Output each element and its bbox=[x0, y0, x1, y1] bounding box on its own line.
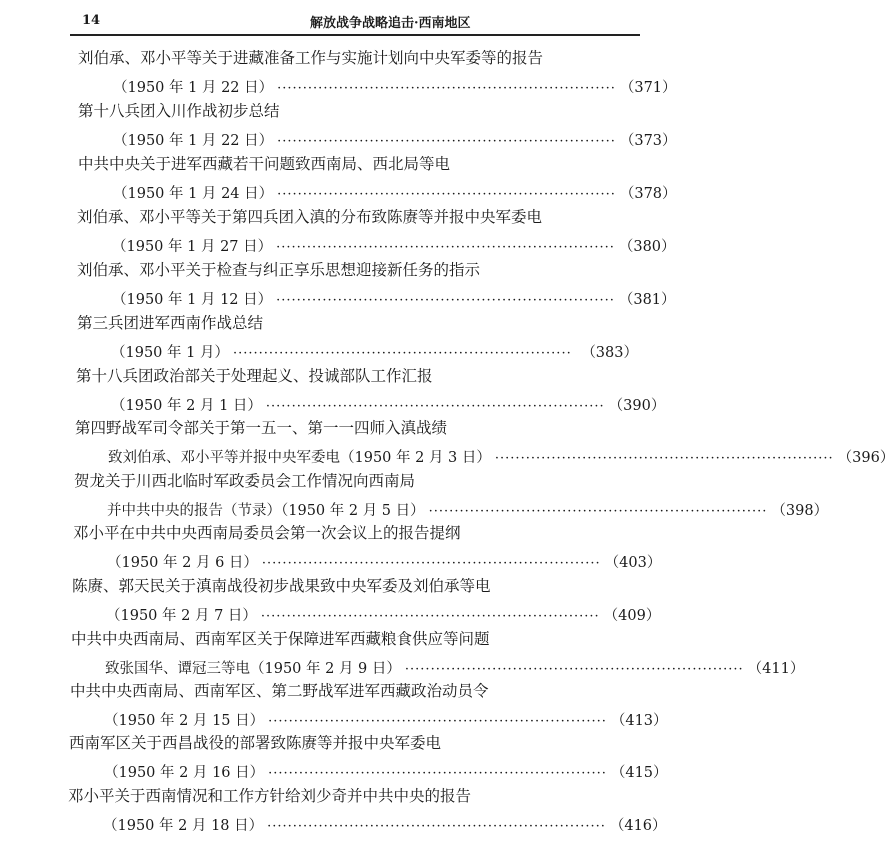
entry-title: 邓小平在中共中央西南局委员会第一次会议上的报告提纲 bbox=[73, 524, 461, 542]
entry-title: 邓小平关于西南情况和工作方针给刘少奇并中共中央的报告 bbox=[68, 787, 472, 805]
entry-detail-line bbox=[104, 709, 668, 730]
entry-detail-line bbox=[111, 341, 638, 362]
entry-title: 中共中央关于进军西藏若干问题致西南局、西北局等电 bbox=[78, 155, 451, 173]
entry-detail-line bbox=[112, 288, 676, 309]
entry-date: （1950 年 1 月 22 日） bbox=[113, 80, 274, 96]
entry-title: 西南军区关于西昌战役的部署致陈赓等并报中央军委电 bbox=[69, 734, 442, 752]
dot-leader: ·································································· bbox=[428, 504, 768, 519]
entry-title: 刘伯承、邓小平关于检查与纠正享乐思想迎接新任务的指示 bbox=[77, 261, 481, 279]
entry-detail-line bbox=[113, 182, 677, 203]
dot-leader: ·································································· bbox=[232, 346, 572, 361]
dot-leader: ·································································· bbox=[261, 556, 601, 571]
entry-date: （1950 年 1 月 22 日） bbox=[113, 133, 274, 149]
entry-detail-line bbox=[113, 129, 677, 150]
entry-date: （1950 年 2 月 15 日） bbox=[104, 713, 265, 729]
entry-date: （1950 年 1 月 12 日） bbox=[112, 292, 273, 308]
entry-page: （403） bbox=[604, 555, 662, 571]
entry-detail-line bbox=[103, 814, 667, 835]
entry-page: （411） bbox=[747, 661, 805, 677]
entry-title: 第三兵团进军西南作战总结 bbox=[77, 314, 264, 332]
entry-title: 中共中央西南局、西南军区关于保障进军西藏粮食供应等问题 bbox=[71, 630, 490, 648]
entry-detail-line bbox=[105, 657, 805, 678]
running-title: 解放战争战略追击·西南地区 bbox=[310, 16, 471, 31]
dot-leader: ·································································· bbox=[276, 240, 615, 255]
page-header bbox=[70, 8, 640, 36]
dot-leader: ·································································· bbox=[268, 766, 607, 781]
entry-date: 致张国华、谭冠三等电（1950 年 2 月 9 日） bbox=[105, 661, 401, 677]
entry-date: （1950 年 1 月） bbox=[111, 345, 229, 361]
entry-title: 刘伯承、邓小平等关于第四兵团入滇的分布致陈赓等并报中央军委电 bbox=[77, 208, 543, 226]
entry-detail-line bbox=[108, 446, 894, 467]
entry-date: （1950 年 2 月 6 日） bbox=[107, 555, 258, 571]
entry-page: （373） bbox=[619, 133, 677, 149]
dot-leader: ·································································· bbox=[494, 451, 834, 466]
entry-page: （383） bbox=[581, 345, 638, 361]
page-number: 14 bbox=[82, 13, 101, 28]
dot-leader: ·································································· bbox=[277, 81, 616, 96]
entry-date: 致刘伯承、邓小平等并报中央军委电（1950 年 2 月 3 日） bbox=[108, 450, 491, 466]
entry-title: 贺龙关于川西北临时军政委员会工作情况向西南局 bbox=[74, 472, 416, 490]
entry-page: （378） bbox=[619, 186, 677, 202]
dot-leader: ·································································· bbox=[268, 714, 607, 729]
entry-page: （413） bbox=[610, 713, 668, 729]
entry-detail-line bbox=[113, 76, 677, 97]
entry-date: （1950 年 2 月 18 日） bbox=[103, 818, 264, 834]
entry-detail-line bbox=[106, 604, 661, 625]
entry-date: （1950 年 2 月 16 日） bbox=[104, 765, 265, 781]
entry-title: 第十八兵团政治部关于处理起义、投诚部队工作汇报 bbox=[76, 367, 433, 385]
dot-leader: ·································································· bbox=[265, 399, 605, 414]
entry-title: 中共中央西南局、西南军区、第二野战军进军西藏政治动员令 bbox=[70, 682, 489, 700]
entry-page: （398） bbox=[771, 503, 829, 519]
entry-page: （390） bbox=[608, 398, 666, 414]
entry-date: （1950 年 2 月 1 日） bbox=[111, 398, 262, 414]
dot-leader: ·································································· bbox=[404, 662, 744, 677]
dot-leader: ·································································· bbox=[277, 187, 616, 202]
entry-title: 陈赓、郭天民关于滇南战役初步战果致中央军委及刘伯承等电 bbox=[72, 577, 491, 595]
entry-page: （409） bbox=[603, 608, 661, 624]
entry-title: 第四野战军司令部关于第一五一、第一一四师入滇战绩 bbox=[75, 419, 448, 437]
entry-page: （416） bbox=[609, 818, 667, 834]
entry-detail-line bbox=[111, 394, 666, 415]
entry-detail-line bbox=[104, 761, 668, 782]
entry-detail-line bbox=[112, 235, 676, 256]
entry-page: （371） bbox=[619, 80, 677, 96]
entry-page: （396） bbox=[837, 450, 894, 466]
dot-leader: ·································································· bbox=[260, 609, 600, 624]
entry-page: （380） bbox=[618, 239, 676, 255]
entry-detail-line bbox=[107, 551, 662, 572]
entry-page: （415） bbox=[610, 765, 668, 781]
entry-title: 第十八兵团入川作战初步总结 bbox=[78, 102, 280, 120]
dot-leader: ·································································· bbox=[276, 293, 615, 308]
entry-date: （1950 年 1 月 24 日） bbox=[113, 186, 274, 202]
entry-date: （1950 年 2 月 7 日） bbox=[106, 608, 257, 624]
dot-leader: ·································································· bbox=[277, 134, 616, 149]
entry-date: （1950 年 1 月 27 日） bbox=[112, 239, 273, 255]
entry-page: （381） bbox=[618, 292, 676, 308]
entry-title: 刘伯承、邓小平等关于进藏准备工作与实施计划向中央军委等的报告 bbox=[78, 49, 544, 67]
entry-date: 并中共中央的报告（节录）（1950 年 2 月 5 日） bbox=[107, 503, 425, 519]
entry-detail-line bbox=[107, 499, 829, 520]
dot-leader: ·································································· bbox=[267, 819, 606, 834]
